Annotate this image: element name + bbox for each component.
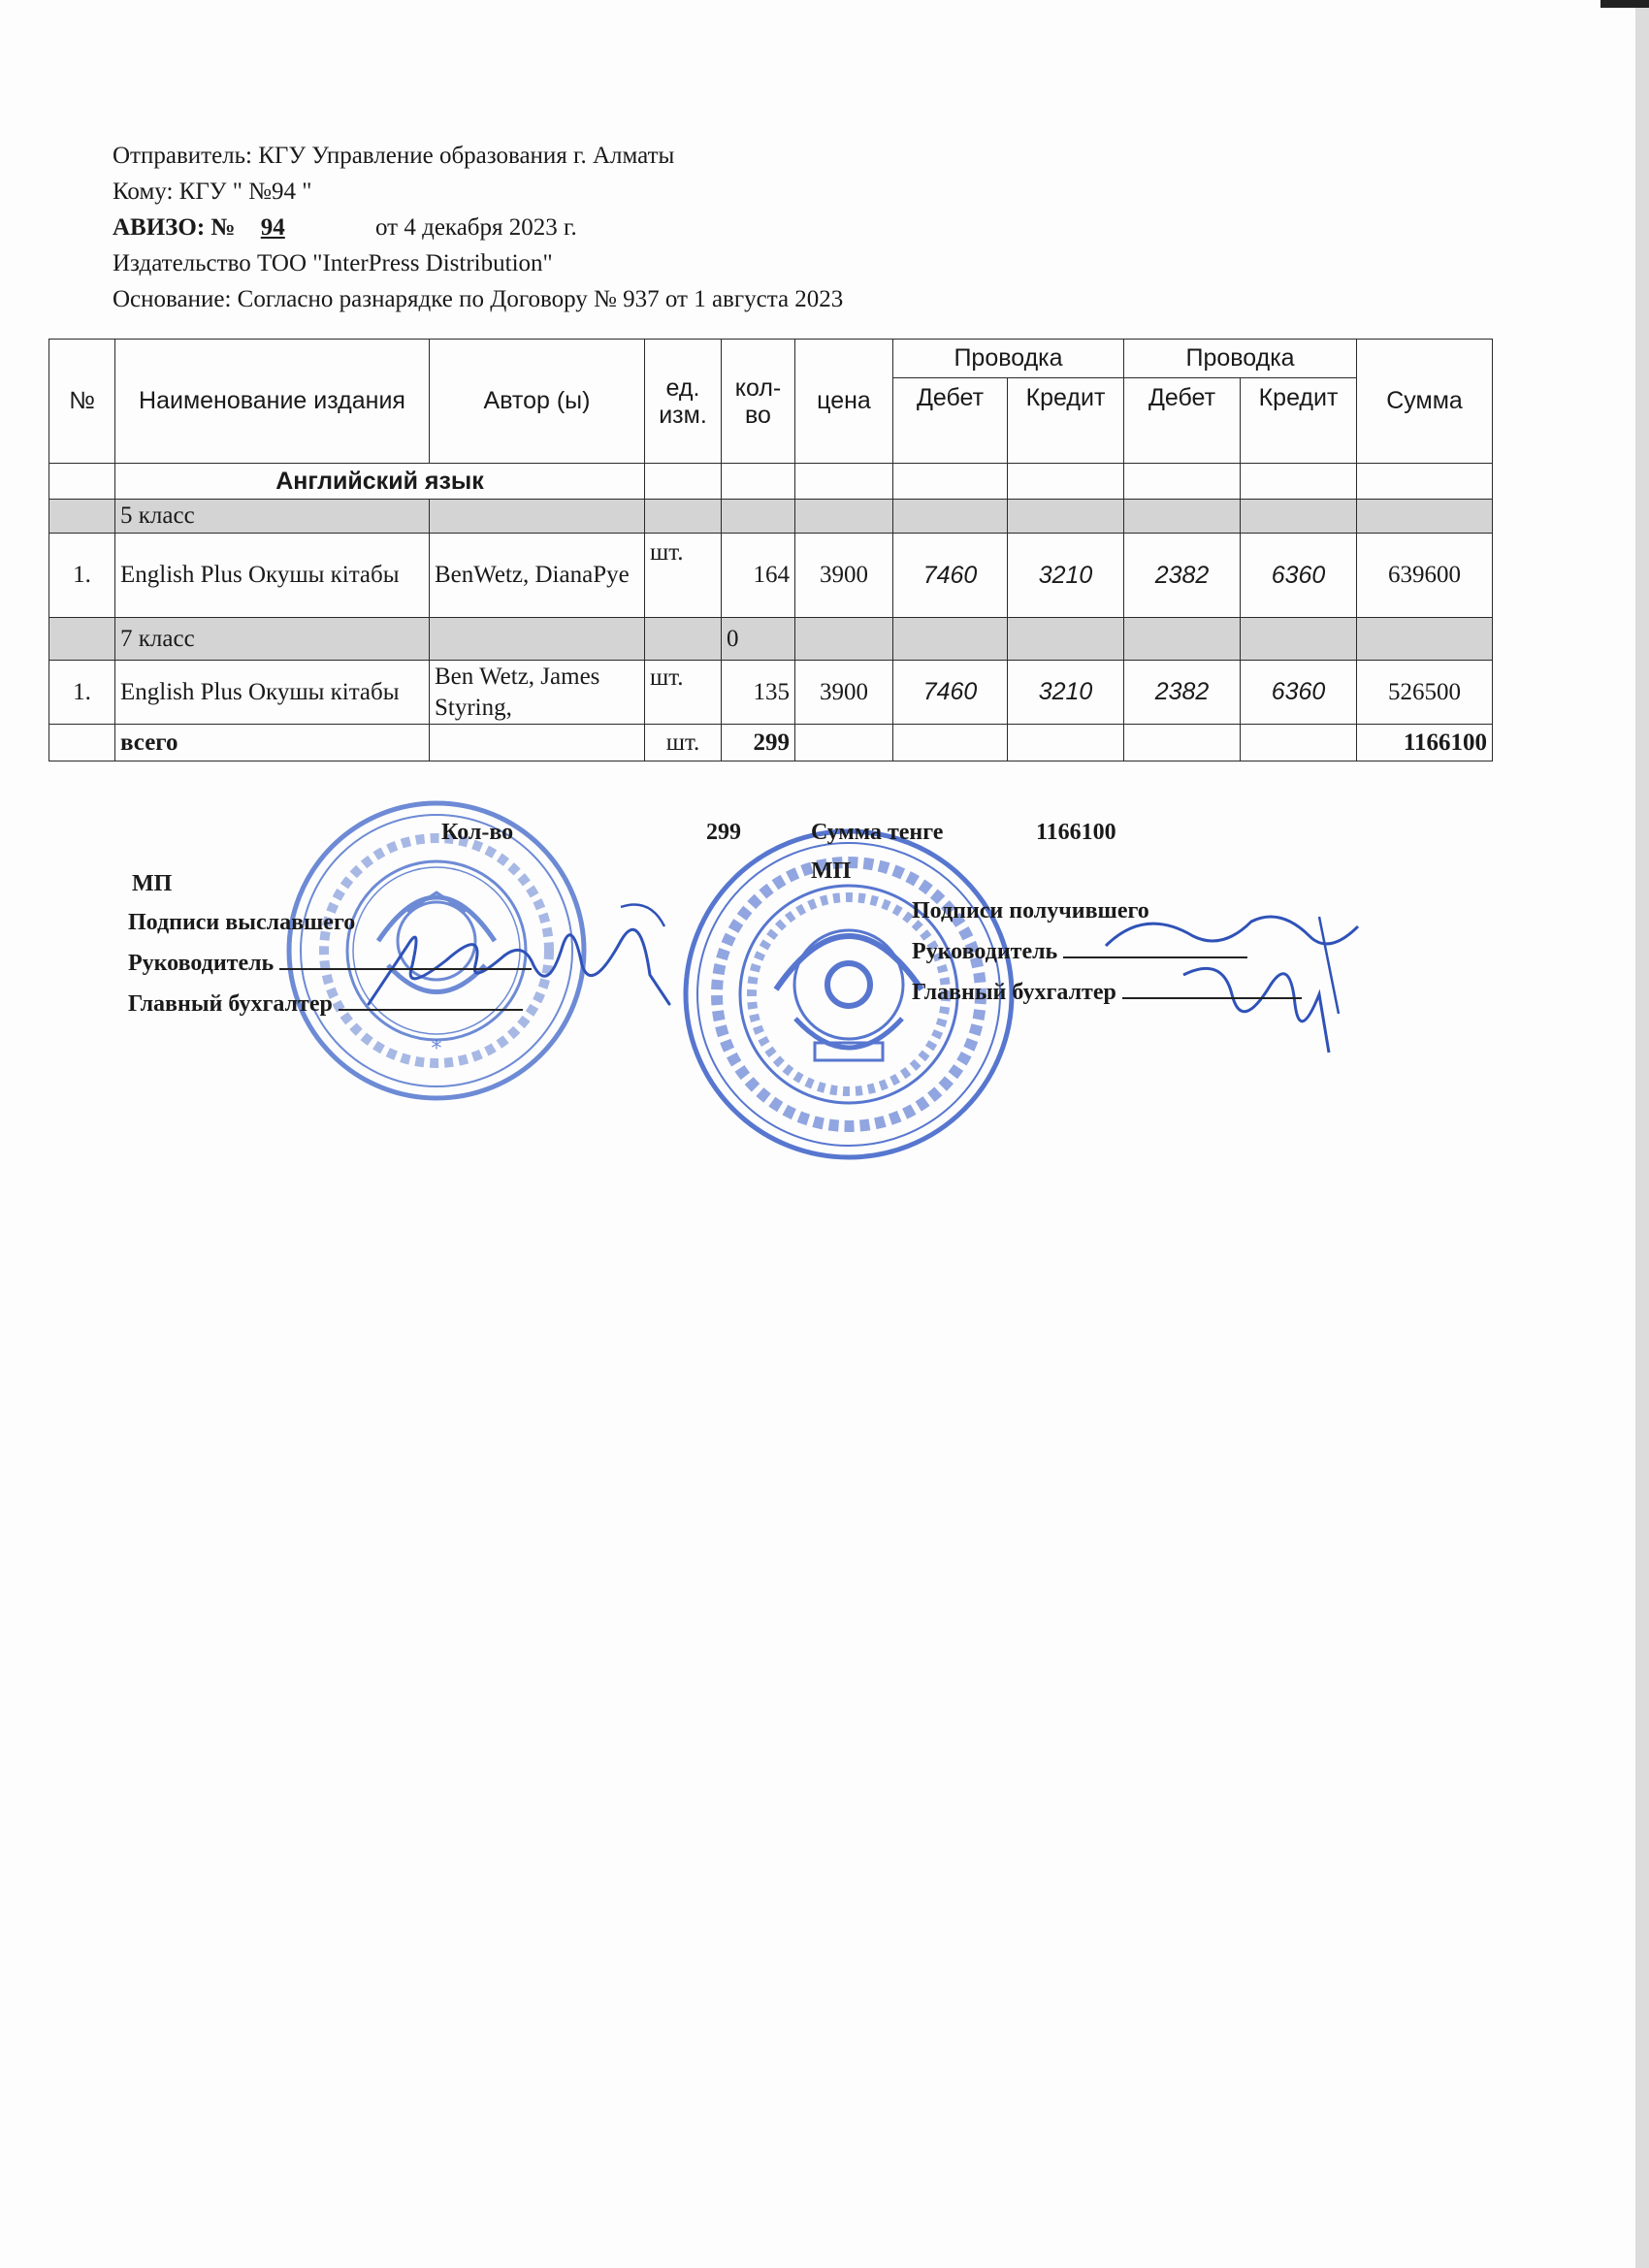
accountant-right-label: Главный бухгалтер bbox=[912, 980, 1116, 1005]
row-credit-2: 6360 bbox=[1241, 534, 1357, 618]
table-header-row bbox=[49, 340, 1493, 378]
header-debit-2: Дебет bbox=[1124, 378, 1241, 464]
row-num: 1. bbox=[49, 661, 115, 725]
row-sum: 526500 bbox=[1357, 661, 1493, 725]
signature-line bbox=[1122, 978, 1302, 999]
footer-qty-value: 299 bbox=[706, 820, 741, 845]
subject-label: Английский язык bbox=[115, 464, 645, 500]
scan-edge bbox=[1635, 0, 1649, 2268]
aviso-line bbox=[113, 210, 843, 245]
footer-sum-label: Сумма тенге bbox=[811, 820, 944, 845]
mp-left: МП bbox=[132, 871, 173, 896]
header-qty: кол-во bbox=[722, 340, 795, 464]
row-unit: шт. bbox=[645, 661, 722, 725]
header-debit-1: Дебет bbox=[893, 378, 1008, 464]
group-extra bbox=[722, 500, 795, 534]
header-sum: Сумма bbox=[1357, 340, 1493, 464]
scan-corner-mark bbox=[1600, 0, 1649, 8]
signature-line bbox=[1063, 937, 1247, 958]
row-debit-1: 7460 bbox=[893, 534, 1008, 618]
group-extra: 0 bbox=[722, 618, 795, 661]
publisher-line: Издательство ТОО "InterPress Distribution" bbox=[113, 250, 553, 276]
row-title: English Plus Окушы кітабы bbox=[115, 661, 430, 725]
receiver-signatures-label: Подписи получившего bbox=[912, 898, 1149, 923]
group-row-7 bbox=[49, 618, 1493, 661]
header-unit: ед. изм. bbox=[645, 340, 722, 464]
svg-text:*: * bbox=[431, 1037, 442, 1061]
total-row bbox=[49, 725, 1493, 761]
basis-line: Основание: Согласно разнарядке по Договору № 937 от 1 августа 2023 bbox=[113, 286, 844, 312]
accountant-right bbox=[912, 978, 1302, 1006]
row-price: 3900 bbox=[795, 661, 893, 725]
row-title: English Plus Окушы кітабы bbox=[115, 534, 430, 618]
row-debit-2: 2382 bbox=[1124, 534, 1241, 618]
aviso-label: АВИЗО: № bbox=[113, 214, 236, 241]
accountant-left bbox=[128, 989, 523, 1018]
row-credit-1: 3210 bbox=[1008, 661, 1124, 725]
accountant-left-label: Главный бухгалтер bbox=[128, 991, 333, 1017]
footer-sum-value: 1166100 bbox=[1036, 820, 1116, 845]
header-price: цена bbox=[795, 340, 893, 464]
head-right bbox=[912, 937, 1247, 965]
table-row bbox=[49, 661, 1493, 725]
aviso-table bbox=[48, 339, 1493, 761]
sender-signatures-label: Подписи выславшего bbox=[128, 910, 356, 935]
row-credit-1: 3210 bbox=[1008, 534, 1124, 618]
document-header bbox=[113, 138, 843, 317]
total-label: всего bbox=[115, 725, 430, 761]
header-posting-2: Проводка bbox=[1124, 340, 1357, 378]
group-row-5 bbox=[49, 500, 1493, 534]
signature-line bbox=[339, 989, 523, 1011]
total-qty: 299 bbox=[722, 725, 795, 761]
recipient-line: Кому: КГУ " №94 " bbox=[113, 178, 312, 205]
signature-line bbox=[279, 949, 532, 970]
row-debit-1: 7460 bbox=[893, 661, 1008, 725]
total-sum: 1166100 bbox=[1357, 725, 1493, 761]
row-unit: шт. bbox=[645, 534, 722, 618]
row-credit-2: 6360 bbox=[1241, 661, 1357, 725]
group-label: 5 класс bbox=[115, 500, 430, 534]
header-credit-2: Кредит bbox=[1241, 378, 1357, 464]
row-num: 1. bbox=[49, 534, 115, 618]
row-author: BenWetz, DianaPye bbox=[430, 534, 645, 618]
group-label: 7 класс bbox=[115, 618, 430, 661]
header-author: Автор (ы) bbox=[430, 340, 645, 464]
sender-line: Отправитель: КГУ Управление образования г. Алматы bbox=[113, 143, 675, 169]
aviso-number: 94 bbox=[260, 214, 285, 241]
subject-row bbox=[49, 464, 1493, 500]
head-left bbox=[128, 949, 532, 977]
header-num: № bbox=[49, 340, 115, 464]
row-qty: 135 bbox=[722, 661, 795, 725]
head-left-label: Руководитель bbox=[128, 951, 275, 976]
head-right-label: Руководитель bbox=[912, 939, 1058, 964]
header-title: Наименование издания bbox=[115, 340, 430, 464]
header-posting-1: Проводка bbox=[893, 340, 1124, 378]
header-credit-1: Кредит bbox=[1008, 378, 1124, 464]
footer-qty-label: Кол-во bbox=[441, 820, 514, 845]
total-unit: шт. bbox=[645, 725, 722, 761]
row-sum: 639600 bbox=[1357, 534, 1493, 618]
mp-right: МП bbox=[811, 859, 852, 884]
row-author: Ben Wetz, James Styring, bbox=[430, 661, 645, 725]
row-debit-2: 2382 bbox=[1124, 661, 1241, 725]
row-qty: 164 bbox=[722, 534, 795, 618]
aviso-date: от 4 декабря 2023 г. bbox=[375, 214, 577, 241]
row-price: 3900 bbox=[795, 534, 893, 618]
table-row bbox=[49, 534, 1493, 618]
